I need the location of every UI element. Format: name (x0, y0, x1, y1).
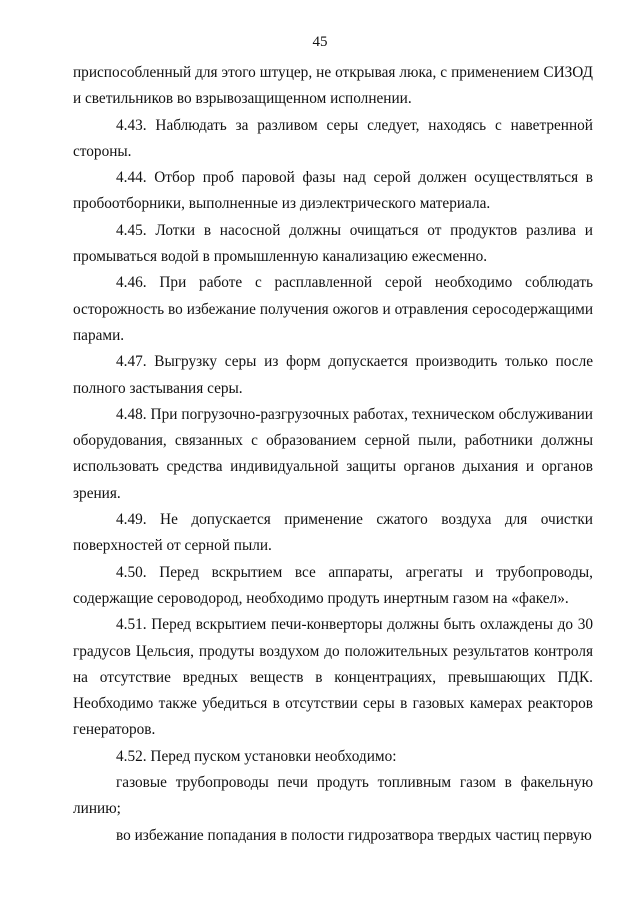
paragraph-list-item-2: во избежание попадания в полости гидрозатвора твердых частиц первую (116, 826, 592, 844)
paragraph-4-47: 4.47. Выгрузку серы из форм допускается производить только после полного застывания серы. (73, 353, 593, 397)
paragraph-4-51: 4.51. Перед вскрытием печи-конверторы должны быть охлаждены до 30 градусов Цельсия, продуты воздухом до положительных результатов контроля на отсутствие вредных веществ в концентрациях, превышающих ПДК. Необходимо также убедиться в отсутствии серы в газовых камерах реакторов генераторов. (73, 616, 593, 739)
paragraph-4-52: 4.52. Перед пуском установки необходимо: (116, 747, 397, 765)
paragraph-4-43: 4.43. Наблюдать за разливом серы следует, находясь с наветренной стороны. (73, 116, 593, 160)
page-number: 45 (312, 34, 328, 50)
paragraph-4-48: 4.48. При погрузочно-разгрузочных работах, техническом обслуживании оборудования, связанных с образованием серной пыли, работники должны использовать средства индивидуальной защиты органов дыхания и органов зрения. (73, 405, 593, 502)
paragraph-continuation: приспособленный для этого штуцер, не открывая люка, с применением СИЗОД и светильников во взрывозащищенном исполнении. (73, 64, 593, 108)
paragraph-4-46: 4.46. При работе с расплавленной серой необходимо соблюдать осторожность во избежание получения ожогов и отравления серосодержащими парами. (73, 274, 593, 344)
paragraph-4-49: 4.49. Не допускается применение сжатого воздуха для очистки поверхностей от серной пыли. (73, 511, 593, 555)
document-body (73, 60, 593, 849)
paragraph-4-50: 4.50. Перед вскрытием все аппараты, агрегаты и трубопроводы, содержащие сероводород, необходимо продуть инертным газом на «факел». (73, 563, 593, 607)
paragraph-4-45: 4.45. Лотки в насосной должны очищаться от продуктов разлива и промываться водой в промышленную канализацию ежесменно. (73, 221, 593, 266)
paragraph-4-44: 4.44. Отбор проб паровой фазы над серой должен осуществляться в пробоотборники, выполненные из диэлектрического материала. (73, 169, 593, 213)
paragraph-list-item-1: газовые трубопроводы печи продуть топливным газом в факельную линию; (73, 774, 593, 818)
